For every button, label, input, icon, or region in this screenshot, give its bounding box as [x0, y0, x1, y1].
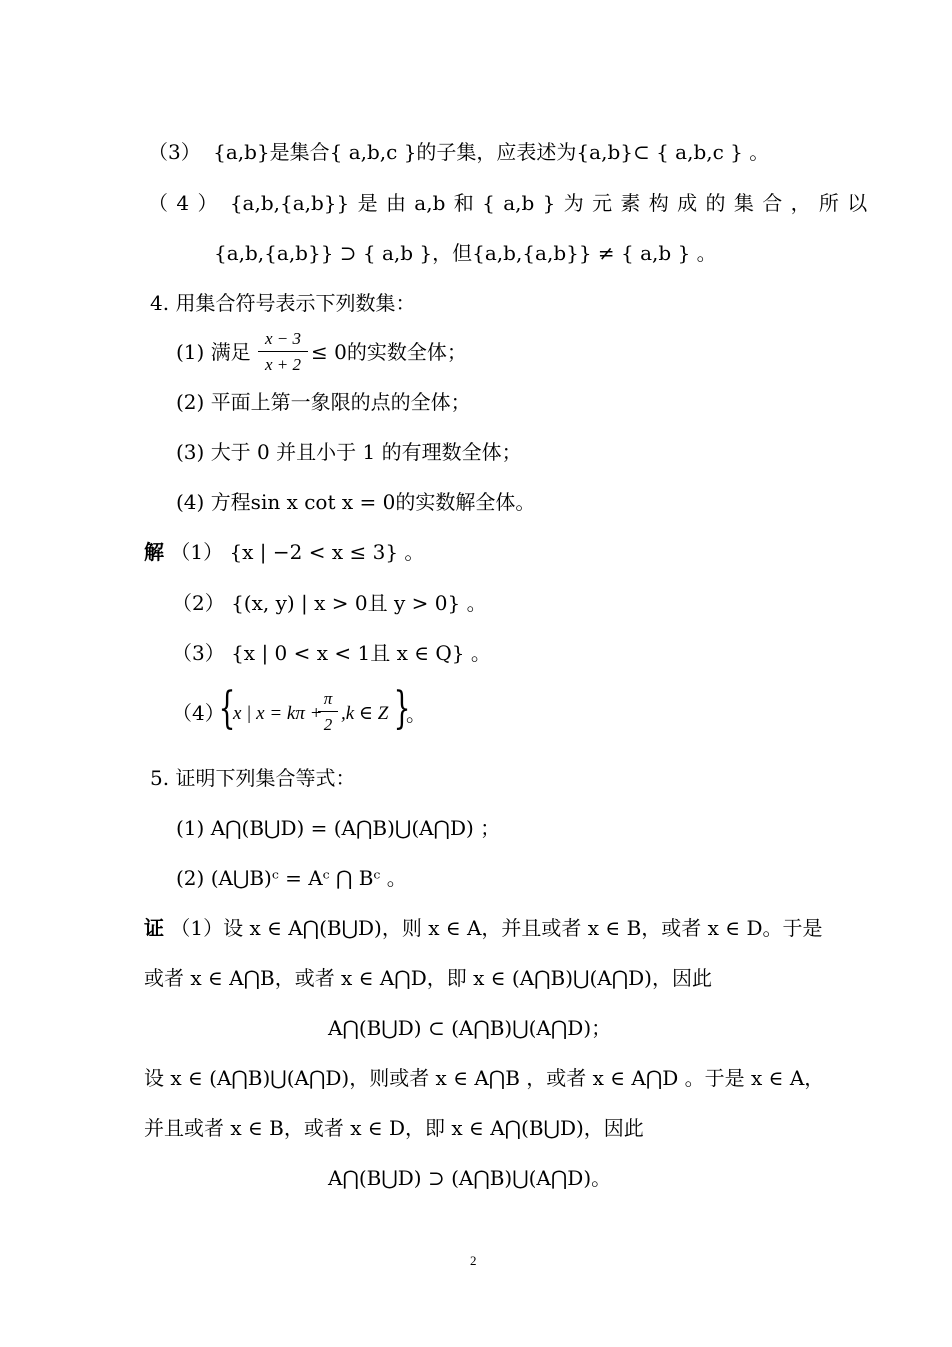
proof-l5-text: 并且或者 x ∈ B，或者 x ∈ D，即 x ∈ A⋂(B⋃D)，因此: [144, 1116, 644, 1140]
p4-1-frac-den: x + 2: [264, 355, 302, 374]
solution-4-line-3: [172, 643, 491, 663]
problem-5-heading: [150, 768, 355, 788]
p4-1-suffix: ≤ 0的实数全体；: [311, 340, 467, 364]
sol-2-text: （2） {(x, y) | x > 0且 y > 0} 。: [172, 591, 487, 615]
problem-4-part-4: [176, 492, 535, 512]
proof-5-line-2: [144, 968, 712, 988]
p4-1-prefix: (1) 满足: [176, 340, 251, 364]
problem-4-part-2: [176, 392, 471, 412]
problem-4-part-1-suffix: [311, 342, 467, 362]
proof-l1-text: （1）设 x ∈ A⋂(B⋃D)，则 x ∈ A，并且或者 x ∈ B，或者 x ∈ D。于是: [170, 916, 823, 940]
p5-1-text: (1) A⋂(B⋃D) = (A⋂B)⋃(A⋂D) ；: [176, 816, 501, 840]
page-number: 2: [470, 1253, 477, 1268]
p5-2-text: (2) (A⋃B)ᶜ = Aᶜ ⋂ Bᶜ 。: [176, 866, 407, 890]
problem-4-part-1: [176, 342, 251, 362]
sol-4-expr-b: [341, 704, 388, 723]
proof-5-line-4: [144, 1068, 824, 1088]
sol-4-expr-b-text: ,k ∈ Z: [341, 703, 389, 724]
proof-l6-text: A⋂(B⋃D) ⊃ (A⋂B)⋃(A⋂D)。: [328, 1166, 612, 1190]
sol-4-frac-den: 2: [323, 715, 333, 734]
solution-4-line-1: [144, 542, 424, 562]
problem-5-part-1: [176, 818, 500, 838]
p4-4-text: (4) 方程sin x cot x = 0的实数解全体。: [176, 490, 536, 514]
sol-4-frac-num: π: [318, 689, 338, 712]
sol-3-text: （3） {x | 0 < x < 1且 x ∈ Q} 。: [172, 641, 491, 665]
sol-4-end: [406, 704, 426, 724]
sol-4-left-brace: {: [218, 683, 236, 734]
problem-4-part-3: [176, 442, 522, 462]
sol-1-text: （1） {x | −2 < x ≤ 3} 。: [170, 540, 425, 564]
item-4-cont-text: {a,b,{a,b}} ⊃ { a,b }，但{a,b,{a,b}} ≠ { a,b } 。: [214, 241, 717, 265]
proof-5-line-3: [328, 1018, 611, 1038]
sol-4-expr-a: [233, 704, 322, 723]
problem-5-part-2: [176, 868, 407, 888]
problem-4-heading: [150, 293, 415, 313]
proof-label: 证: [144, 916, 164, 940]
sol-4-prefix: （4）: [172, 701, 225, 725]
proof-5-line-5: [144, 1118, 644, 1138]
proof-l2-text: 或者 x ∈ A⋂B，或者 x ∈ A⋂D，即 x ∈ (A⋂B)⋃(A⋂D)，因此: [144, 966, 712, 990]
item-3-label: （3）: [148, 140, 201, 164]
item-3: [148, 142, 769, 162]
problem-5-heading-text: 5. 证明下列集合等式：: [150, 766, 356, 790]
item-4-label: （ 4 ）: [148, 191, 218, 215]
item-4: [148, 193, 867, 213]
sol-4-end-text: 。: [406, 702, 426, 726]
sol-4-fraction: [318, 689, 338, 735]
sol-4-expr-a-text: x | x = kπ +: [233, 703, 323, 724]
p4-3-text: (3) 大于 0 并且小于 1 的有理数全体；: [176, 440, 522, 464]
proof-l4-text: 设 x ∈ (A⋂B)⋃(A⋂D)，则或者 x ∈ A⋂B ，或者 x ∈ A⋂D 。于是 x ∈ A，: [144, 1066, 825, 1090]
solution-label: 解: [144, 540, 164, 564]
p4-1-frac-num: x − 3: [258, 329, 308, 352]
p4-2-text: (2) 平面上第一象限的点的全体；: [176, 390, 471, 414]
problem-4-heading-text: 4. 用集合符号表示下列数集：: [150, 291, 416, 315]
p4-1-fraction: [258, 329, 308, 375]
proof-5-line-6: [328, 1168, 611, 1188]
item-3-text: {a,b}是集合{ a,b,c }的子集，应表述为{a,b}⊂ { a,b,c } 。: [213, 140, 770, 164]
solution-4-line-4: [172, 703, 225, 723]
proof-5-line-1: [144, 918, 822, 938]
item-4-text: {a,b,{a,b}} 是 由 a,b 和 { a,b } 为 元 素 构 成 的 集 合 ， 所 以: [229, 191, 868, 215]
solution-4-line-2: [172, 593, 487, 613]
sol-4-right-brace: }: [393, 683, 411, 734]
item-4-continuation: [214, 243, 717, 263]
proof-l3-text: A⋂(B⋃D) ⊂ (A⋂B)⋃(A⋂D)；: [328, 1016, 612, 1040]
